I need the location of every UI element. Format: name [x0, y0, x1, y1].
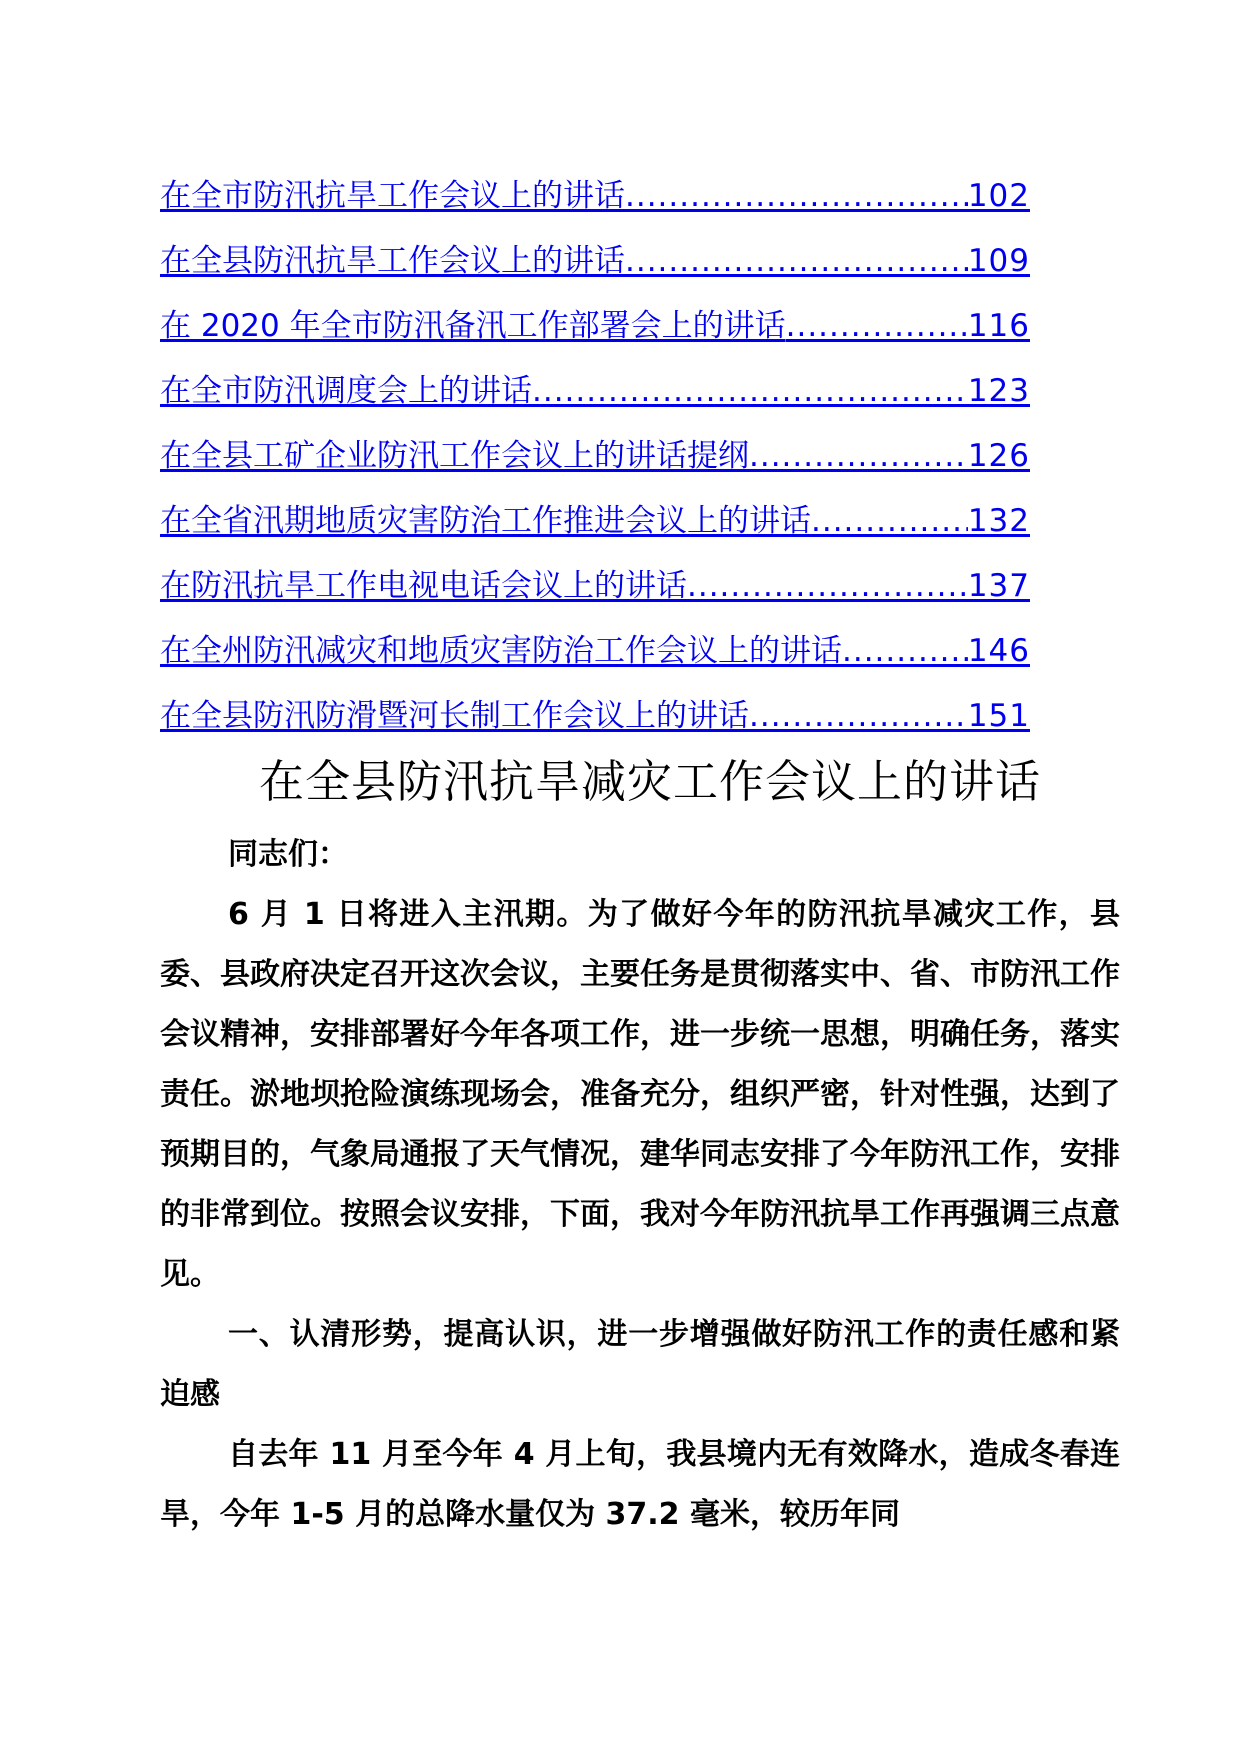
document-body: [160, 825, 1120, 1545]
toc-link-1[interactable]: [160, 170, 1030, 235]
toc-dot-leader: [842, 625, 968, 677]
toc-item-title: 在全县工矿企业防汛工作会议上的讲话提纲: [160, 438, 749, 474]
toc-item-title: 在全省汛期地质灾害防治工作推进会议上的讲话: [160, 503, 811, 539]
toc-dot-leader: [749, 690, 968, 742]
toc-link-8[interactable]: [160, 625, 1030, 690]
toc-dot-leader: [625, 235, 968, 287]
toc-link-7[interactable]: [160, 560, 1030, 625]
toc-item-title: 在全市防汛调度会上的讲话: [160, 373, 532, 409]
toc-dot-leader: [786, 300, 968, 352]
toc-item-title: 在全县防汛防滑暨河长制工作会议上的讲话: [160, 698, 749, 734]
document-title: 在全县防汛抗旱减灾工作会议上的讲话: [258, 755, 1041, 808]
toc-dot-leader: [687, 560, 968, 612]
table-of-contents: [160, 170, 1030, 755]
salutation: 同志们：: [228, 837, 348, 872]
body-paragraph: 自去年 11 月至今年 4 月上旬，我县境内无有效降水，造成冬春连旱，今年 1-5 月的总降水量仅为 37.2 毫米，较历年同: [160, 1437, 1120, 1532]
toc-item-title: 在全县防汛抗旱工作会议上的讲话: [160, 243, 625, 279]
body-paragraph: 6 月 1 日将进入主汛期。为了做好今年的防汛抗旱减灾工作，县委、县政府决定召开这次会议，主要任务是贯彻落实中、省、市防汛工作会议精神，安排部署好今年各项工作，进一步统一思想，明确任务，落实责任。淤地坝抢险演练现场会，准备充分，组织严密，针对性强，达到了预期目的，气象局通报了天气情况，建华同志安排了今年防汛工作，安排的非常到位。按照会议安排，下面，我对今年防汛抗旱工作再强调三点意见。: [160, 897, 1120, 1292]
toc-page-number: 137: [967, 568, 1030, 604]
toc-link-2[interactable]: [160, 235, 1030, 300]
toc-page-number: 109: [967, 243, 1030, 279]
toc-link-9[interactable]: [160, 690, 1030, 755]
toc-page-number: 146: [967, 633, 1030, 669]
section-heading: 一、认清形势，提高认识，进一步增强做好防汛工作的责任感和紧迫感: [160, 1317, 1120, 1412]
toc-link-6[interactable]: [160, 495, 1030, 560]
toc-item-title: 在防汛抗旱工作电视电话会议上的讲话: [160, 568, 687, 604]
toc-page-number: 102: [967, 178, 1030, 214]
toc-link-4[interactable]: [160, 365, 1030, 430]
toc-dot-leader: [749, 430, 968, 482]
toc-page-number: 151: [967, 698, 1030, 734]
toc-link-3[interactable]: [160, 300, 1030, 365]
toc-page-number: 123: [967, 373, 1030, 409]
toc-dot-leader: [532, 365, 968, 417]
toc-item-title: 在全市防汛抗旱工作会议上的讲话: [160, 178, 625, 214]
toc-item-title: 在全州防汛减灾和地质灾害防治工作会议上的讲话: [160, 633, 842, 669]
toc-link-5[interactable]: [160, 430, 1030, 495]
toc-page-number: 116: [967, 308, 1030, 344]
toc-page-number: 126: [967, 438, 1030, 474]
toc-dot-leader: [625, 170, 968, 222]
toc-item-title: 在 2020 年全市防汛备汛工作部署会上的讲话: [160, 308, 786, 344]
toc-dot-leader: [811, 495, 968, 547]
toc-page-number: 132: [967, 503, 1030, 539]
